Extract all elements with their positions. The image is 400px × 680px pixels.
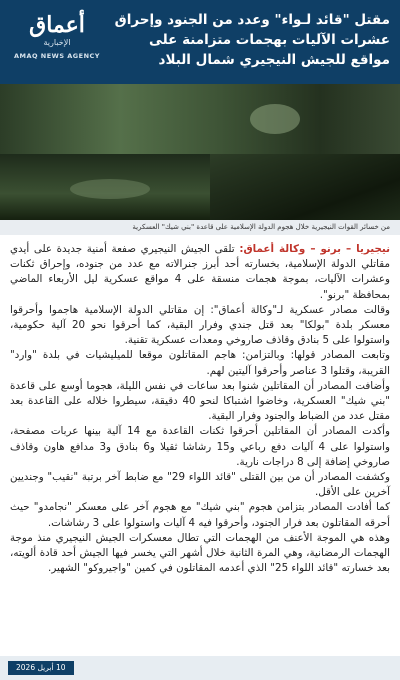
lead-paragraph bbox=[10, 242, 390, 303]
paragraph: وهذه هي الموجة الأعنف من الهجمات التي تطال معسكرات الجيش النيجيري منذ موجة الهجمات الرمضانية، وهي المرة الثانية خلال أشهر التي يخسر فيها الجيش أحد قادة ألويته، بعد خسارته "قائد اللواء 25" الذي أعدمه المقاتلون في كمين "واجيروكو" الشهير. bbox=[10, 531, 390, 575]
dateline: نيجيريا – برنو – وكالة أعماق: bbox=[239, 243, 390, 255]
paragraph: وكشفت المصادر أن من بين القتلى "قائد اللواء 29" مع ضابط آخر برتبة "نقيب" وجنديين آخرين على الأقل. bbox=[10, 471, 391, 499]
logo-english: AMAQ NEWS AGENCY bbox=[13, 52, 101, 60]
photo-caption: من خسائر القوات النيجيرية خلال هجوم الدولة الإسلامية على قاعدة "بني شيك" العسكرية bbox=[0, 220, 400, 235]
paragraph: وقالت مصادر عسكرية لـ"وكالة أعماق": إن مقاتلي الدولة الإسلامية هاجموا وأحرقوا معسكر بلدة "بولكا" بعد قتل جندي وفرار البقية، كما أحرقوا نحو 20 آلية حكومية، واستولوا على 5 بنادق وقاذف صاروخي ومعدات عسكرية تقنية. bbox=[10, 303, 390, 347]
publish-date: 10 أبريل 2026 bbox=[8, 661, 74, 675]
lead-text: تلقى الجيش النيجيري صفعة أمنية جديدة على أيدي مقاتلي الدولة الإسلامية، بخسارته أحد أبرز جنرالاته مع عدد من جنوده، وإحراق ثكنات وعشرات الآليات، بموجة هجمات منسقة على 4 مواقع عسكرية ليل الأربعاء الماضي بمحافظة "برنو". bbox=[10, 243, 390, 301]
paragraph: وأكدت المصادر أن المقاتلين أحرقوا ثكنات القاعدة مع 14 آلية بينها عربات مصفحة، واستولوا على 4 آليات دفع رباعي و15 رشاشا ثقيلا و6 بنادق و3 مدافع هاون وقاذف صاروخي إضافة إلى 8 دراجات نارية. bbox=[10, 425, 390, 468]
article-body bbox=[10, 242, 390, 576]
amaq-logo bbox=[8, 12, 106, 74]
logo-arabic: أعماق bbox=[29, 12, 85, 38]
logo-subtitle: الإخبارية bbox=[43, 38, 71, 47]
paragraph: كما أفادت المصادر بتزامن هجوم "بني شيك" مع هجوم آخر على معسكر "نجامدو" حيث أحرقه المقاتلون بعد فرار الجنود، وأحرقوا فيه 4 آليات واستولوا على 3 رشاشات. bbox=[10, 501, 390, 529]
headline: مقتل "قائد لـواء" وعدد من الجنود وإحراق عشرات الآليات بهجمات متزامنة على مواقع للجيش النيجيري شمال البلاد bbox=[114, 12, 390, 68]
news-photo bbox=[0, 84, 400, 220]
paragraph: وتابعت المصادر قولها: وبالتزامن: هاجم المقاتلون موقعا للميليشيات في بلدة "وارد" القريبة، وقتلوا 3 عناصر وأحرقوا آليتين لهم. bbox=[10, 349, 390, 377]
paragraph: وأضافت المصادر أن المقاتلين شنوا بعد ساعات في نفس الليلة، هجوما أوسع على قاعدة "بني شيك" العسكرية، وخاضوا اشتباكا لنحو 40 دقيقة، سيطروا خلاله على القاعدة بعد مقتل عدد من الضباط والجنود وفرار البقية. bbox=[10, 379, 390, 423]
footer-bar bbox=[0, 656, 400, 680]
header-banner bbox=[0, 0, 400, 84]
